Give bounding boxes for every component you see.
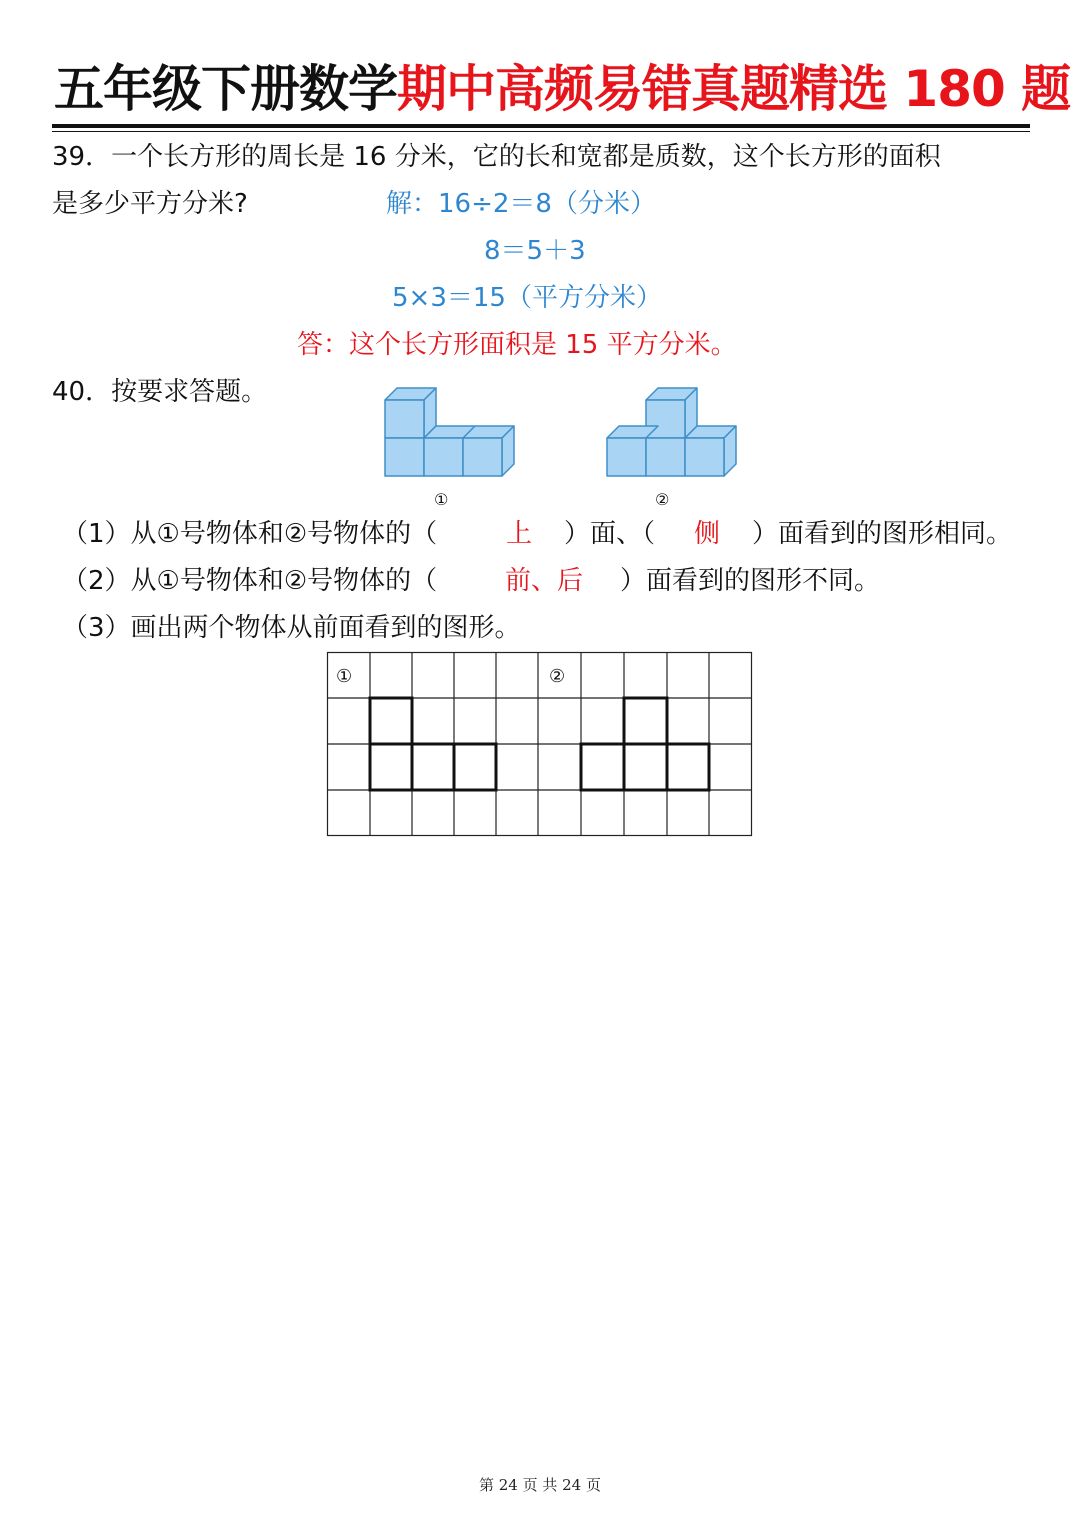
q40-part1-suffix: ）面看到的图形相同。: [752, 519, 1013, 549]
cube-figure-2: [600, 380, 745, 488]
title-rule-thick: [52, 124, 1030, 128]
front-view-drawing-2: [581, 698, 709, 790]
q39-line2: 是多少平方分米?: [52, 189, 248, 219]
q40-part2-suffix: ）面看到的图形不同。: [620, 566, 881, 596]
q40-part1-answer-top: 上: [506, 519, 533, 549]
q40-title: 40．按要求答题。: [52, 377, 268, 407]
cube-front-face: [607, 438, 646, 476]
page-title: [54, 56, 1070, 122]
figure-label-1: ①: [434, 490, 449, 509]
cube-front-face: [463, 438, 502, 476]
page-footer: 第 24 页 共 24 页: [478, 1476, 601, 1494]
q40-part1-middle: ）面、（: [564, 519, 656, 549]
q40-part2-prefix: （2）从①号物体和②号物体的（: [62, 566, 438, 596]
cube-front-face: [685, 438, 724, 476]
q39-solution-step1: 解：16÷2＝8（分米）: [386, 189, 656, 219]
q40-part2-answer: 前、后: [505, 566, 584, 596]
q40-part1-answer-side: 侧: [694, 519, 721, 549]
q40-part3: （3）画出两个物体从前面看到的图形。: [62, 613, 521, 643]
title-black-part: 五年级下册数学: [54, 60, 397, 118]
cube-front-face: [646, 438, 685, 476]
grid-label-2: ②: [549, 666, 566, 687]
q39-answer: 答：这个长方形面积是 15 平方分米。: [297, 330, 737, 360]
cube-front-face: [424, 438, 463, 476]
cube-front-face: [385, 438, 424, 476]
q39-solution-step2: 8＝5＋3: [484, 236, 586, 266]
front-view-drawing-1: [370, 698, 496, 790]
q40-part1-prefix: （1）从①号物体和②号物体的（: [62, 519, 438, 549]
cube-front-face: [385, 400, 424, 438]
front-view-grid: [326, 651, 754, 839]
title-red-part: 期中高频易错真题精选 180 题: [397, 60, 1071, 118]
q39-line1: 39．一个长方形的周长是 16 分米，它的长和宽都是质数，这个长方形的面积: [52, 142, 941, 172]
q39-solution-step3: 5×3＝15（平方分米）: [392, 283, 662, 313]
figure-label-2: ②: [655, 490, 670, 509]
cube-figure-1: [378, 380, 523, 488]
grid-label-1: ①: [336, 666, 353, 687]
title-rule-thin: [52, 131, 1030, 132]
